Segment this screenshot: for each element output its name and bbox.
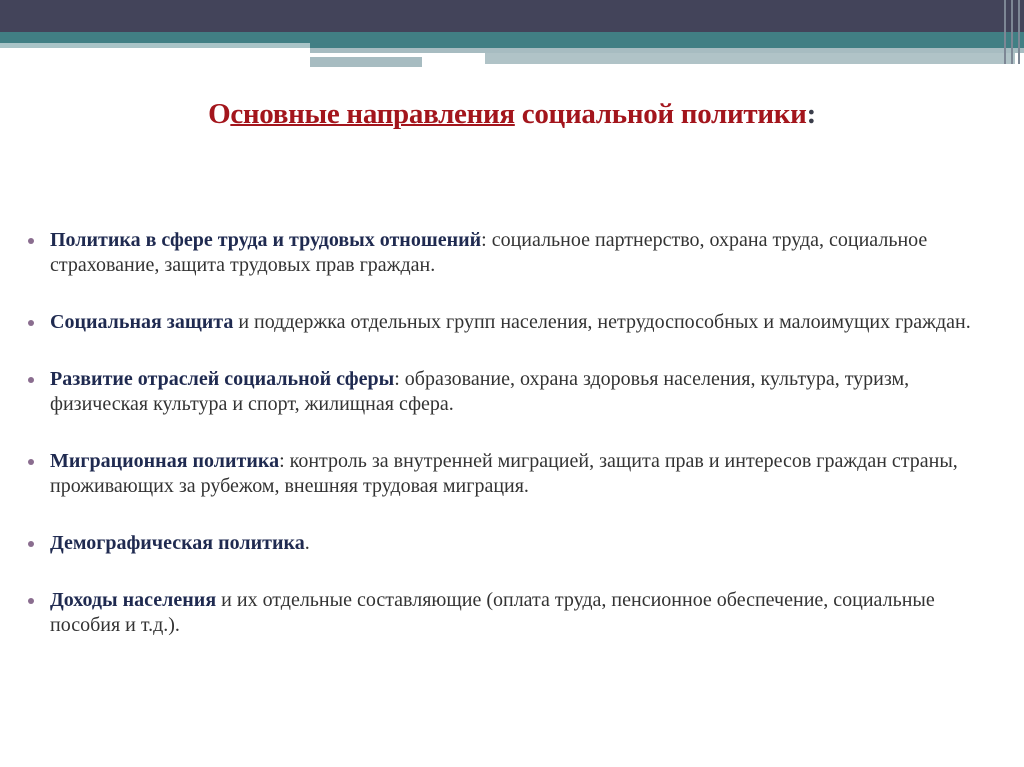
item-heading: Политика в сфере труда и трудовых отношений [50, 229, 482, 251]
title-colon: : [806, 98, 816, 130]
list-item [0, 531, 1000, 556]
list-item [0, 588, 1000, 638]
item-text: : социальное партнерство, охрана труда, социальное страхование, защита трудовых прав граждан. [50, 229, 928, 276]
header-edge [1004, 0, 1006, 64]
item-text: и их отдельные составляющие (оплата труда, пенсионное обеспечение, социальные пособия и т.д.). [50, 589, 935, 636]
header-band-dark [0, 0, 1024, 32]
item-text: и поддержка отдельных групп населения, нетрудоспособных и малоимущих граждан. [233, 311, 971, 333]
item-text: : контроль за внутренней миграцией, защита прав и интересов граждан страны, проживающих за рубежом, внешняя трудовая миграция. [50, 450, 958, 497]
bullet-icon [28, 320, 34, 326]
header-band-light [0, 43, 310, 48]
item-heading: Миграционная политика [50, 450, 280, 472]
item-text: : образование, охрана здоровья населения, культура, туризм, физическая культура и спорт, жилищная сфера. [50, 368, 910, 415]
bullet-icon [28, 377, 34, 383]
item-heading: Демографическая политика [50, 532, 305, 554]
list-item [0, 310, 1000, 335]
header-band-teal [0, 32, 1024, 43]
list-item [0, 449, 1000, 499]
title-underlined: сновные направления [230, 98, 515, 130]
item-heading: Развитие отраслей социальной сферы [50, 368, 395, 390]
bullet-icon [28, 598, 34, 604]
item-text: . [304, 532, 310, 554]
bullet-list [0, 228, 1000, 670]
list-item [0, 228, 1000, 278]
item-heading: Доходы населения [50, 589, 217, 611]
bullet-icon [28, 459, 34, 465]
title-prefix: О [208, 98, 231, 130]
slide-title [0, 98, 1024, 131]
bullet-icon [28, 238, 34, 244]
item-heading: Социальная защита [50, 311, 234, 333]
header-edge [1011, 0, 1013, 64]
header-bar [310, 57, 422, 67]
list-item [0, 367, 1000, 417]
header-edge [1018, 0, 1020, 64]
bullet-icon [28, 541, 34, 547]
title-rest: социальной политики [514, 98, 807, 130]
